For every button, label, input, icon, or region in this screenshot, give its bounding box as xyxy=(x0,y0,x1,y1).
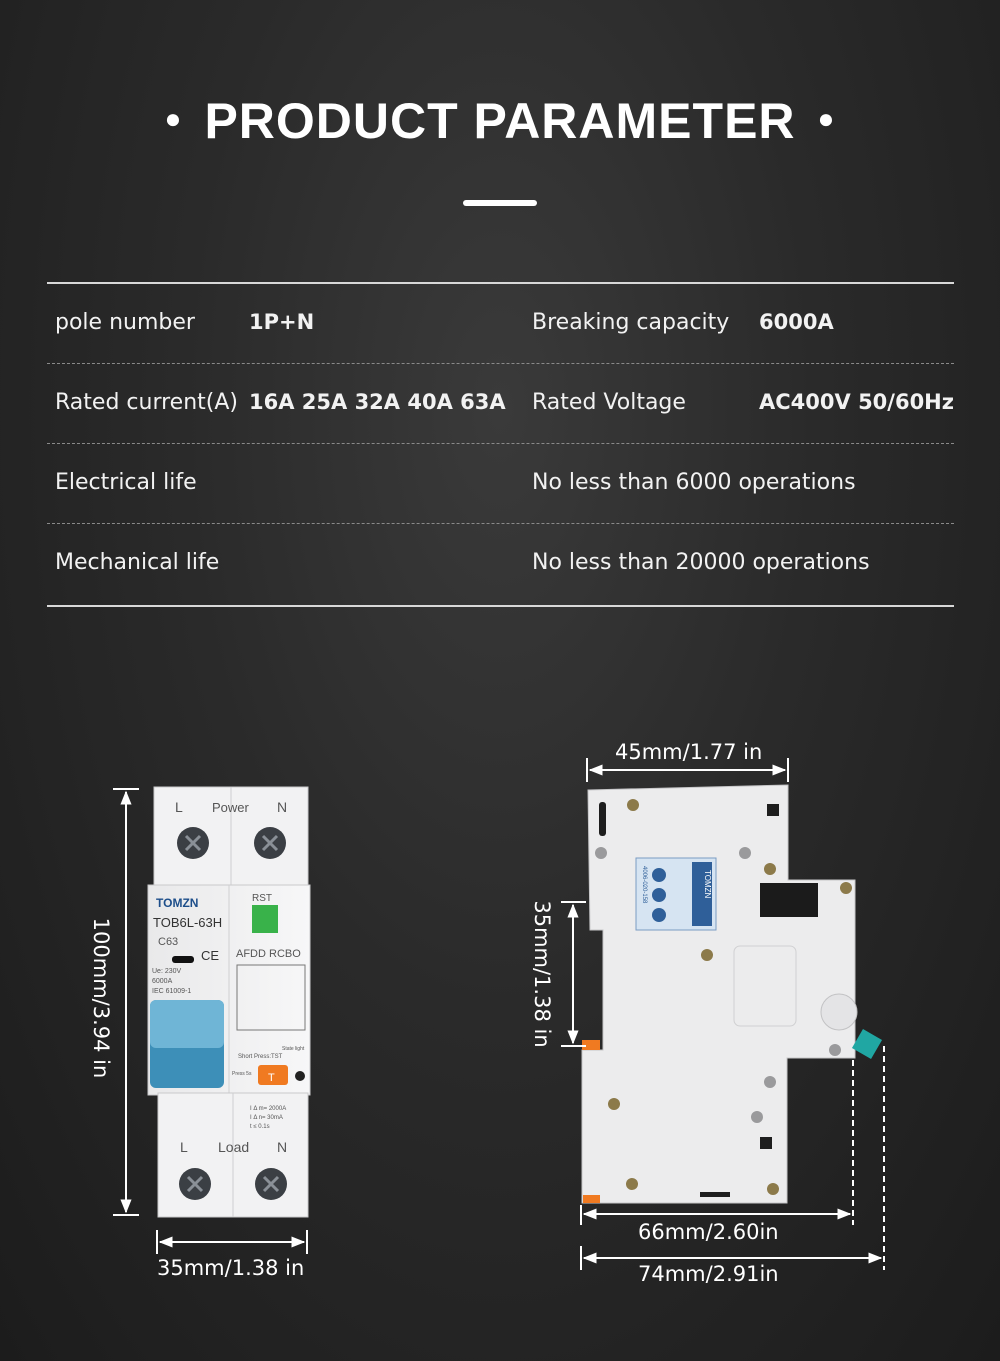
spec1-label: I Δ m= 2000A xyxy=(250,1106,287,1112)
rst-label: RST xyxy=(252,893,272,904)
ue-label: Ue: 230V xyxy=(152,968,182,975)
pole-label: pole number xyxy=(55,310,195,335)
bullet-dot-left: ● xyxy=(164,102,183,134)
state-light-label: State light xyxy=(282,1046,305,1052)
front-width-label: 35mm/1.38 in xyxy=(157,1256,305,1280)
mlife-label: Mechanical life xyxy=(55,550,220,575)
elife-label: Electrical life xyxy=(55,470,197,495)
din-clip xyxy=(852,1029,882,1059)
side-top-label: 45mm/1.77 in xyxy=(615,740,763,764)
icn-label: 6000A xyxy=(152,978,173,985)
rating-label: C63 xyxy=(158,936,179,948)
ce-mark: CE xyxy=(201,948,220,963)
brand-label: TOMZN xyxy=(156,896,199,910)
voltage-label: Rated Voltage xyxy=(532,390,686,415)
breaking-value: 6000A xyxy=(759,310,834,334)
front-device xyxy=(148,787,310,1217)
spec2-label: I Δ n= 30mA xyxy=(250,1115,283,1121)
side-label-code: 4006-020-158 xyxy=(641,866,647,904)
side-label-brand: TOMZN xyxy=(703,870,712,899)
model-label: TOB6L-63H xyxy=(153,915,223,930)
top-power-label: Power xyxy=(212,800,249,815)
top-l-label: L xyxy=(175,799,183,815)
current-value: 16A 25A 32A 40A 63A xyxy=(249,390,506,414)
short-press-label: Short Press:TST xyxy=(238,1054,283,1060)
state-light xyxy=(295,1071,305,1081)
test-window xyxy=(252,905,278,933)
bottom-l-label: L xyxy=(180,1139,188,1155)
pole-value: 1P+N xyxy=(249,310,315,334)
std-label: IEC 61009-1 xyxy=(152,988,192,995)
mlife-value: No less than 20000 operations xyxy=(532,550,870,575)
side-rail-label: 35mm/1.38 in xyxy=(530,900,554,1048)
current-label: Rated current(A) xyxy=(55,390,238,415)
voltage-value: AC400V 50/60Hz xyxy=(759,390,954,414)
bottom-load-label: Load xyxy=(218,1139,250,1155)
type-label: AFDD RCBO xyxy=(236,948,301,960)
side-depth-a-label: 66mm/2.60in xyxy=(638,1220,779,1244)
test-button-label: T xyxy=(268,1072,275,1084)
bottom-n-label: N xyxy=(277,1139,288,1155)
spec3-label: t ≤ 0.1s xyxy=(250,1124,270,1130)
side-window xyxy=(760,883,818,917)
press5-label: Press 5s xyxy=(232,1071,252,1077)
bullet-dot-right: ● xyxy=(817,102,836,134)
elife-value: No less than 6000 operations xyxy=(532,470,856,495)
title-text: PRODUCT PARAMETER xyxy=(204,93,796,149)
front-height-label: 100mm/3.94 in xyxy=(89,917,113,1079)
side-depth-b-label: 74mm/2.91in xyxy=(638,1262,779,1286)
breaking-label: Breaking capacity xyxy=(532,310,730,335)
side-device xyxy=(582,785,882,1203)
top-n-label: N xyxy=(277,799,288,815)
